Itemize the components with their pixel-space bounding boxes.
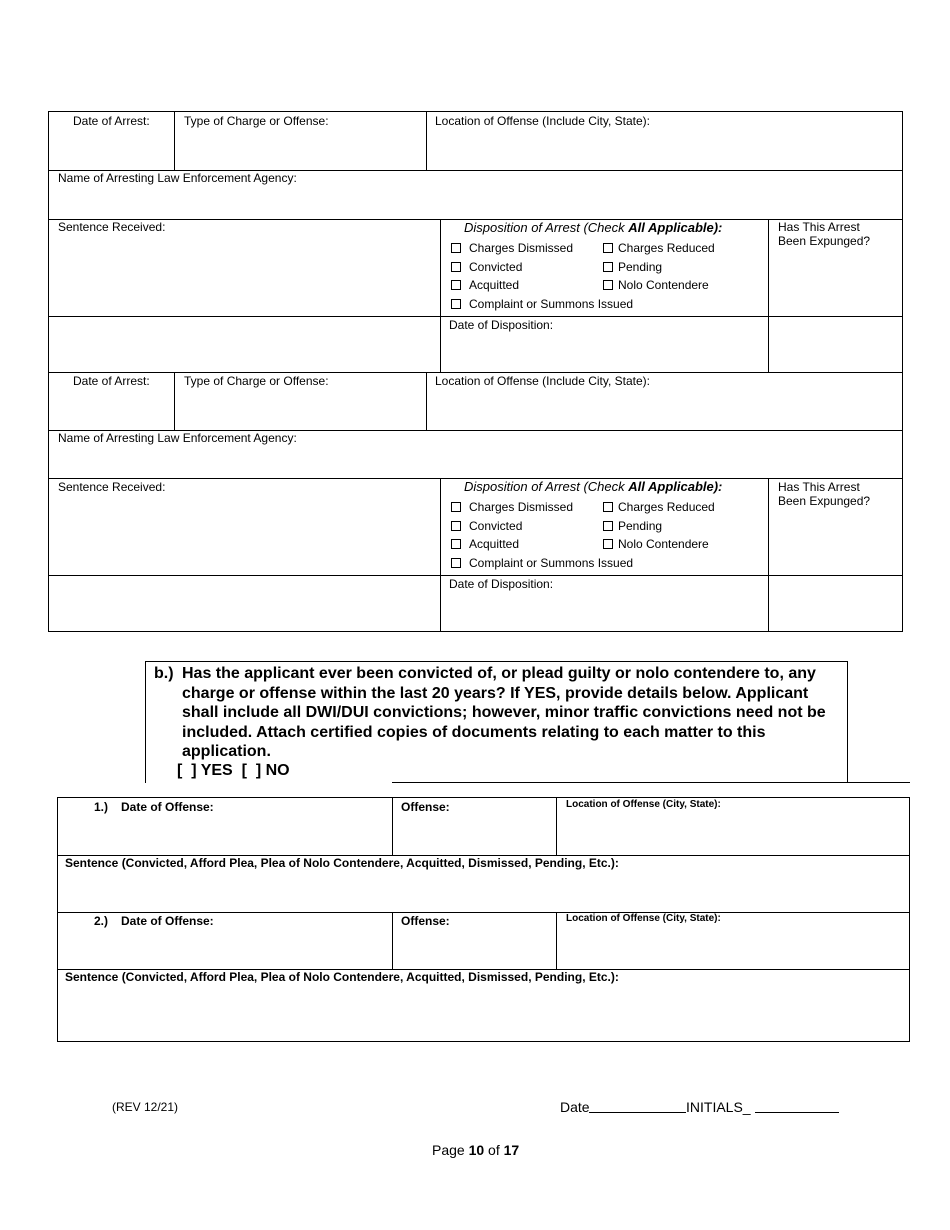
charges-reduced-checkbox[interactable]: Charges Reduced bbox=[603, 500, 715, 514]
sentence-label: Sentence (Convicted, Afford Plea, Plea of Nolo Contendere, Acquitted, Dismissed, Pending, Etc.): bbox=[65, 970, 619, 984]
pending-checkbox[interactable]: Pending bbox=[603, 519, 662, 533]
section-b-question: Has the applicant ever been convicted of, or plead guilty or nolo contendere to, any charge or offense within the last 20 years? If YES, provide details below. Applicant shall include all DWI/DUI convictions; however, minor traffic convictions need not be included. Attach certified copies of documents relating to each matter to this application. bbox=[182, 665, 826, 760]
pending-checkbox[interactable]: Pending bbox=[603, 260, 662, 274]
disposition-title: Disposition of Arrest (Check All Applicable): bbox=[464, 220, 723, 235]
charges-dismissed-checkbox[interactable]: Charges Dismissed bbox=[451, 241, 573, 255]
acquitted-checkbox[interactable]: Acquitted bbox=[451, 278, 519, 292]
acquitted-checkbox[interactable]: Acquitted bbox=[451, 537, 519, 551]
section-b-prefix: b.) bbox=[154, 665, 174, 682]
date-of-offense-label: Date of Offense: bbox=[121, 914, 214, 928]
expunged-label: Has This Arrest Been Expunged? bbox=[778, 220, 871, 248]
type-of-charge-label: Type of Charge or Offense: bbox=[184, 114, 329, 128]
nolo-contendere-checkbox[interactable]: Nolo Contendere bbox=[603, 278, 709, 292]
date-of-offense-label: Date of Offense: bbox=[121, 800, 214, 814]
agency-label: Name of Arresting Law Enforcement Agency: bbox=[58, 431, 297, 445]
charges-reduced-checkbox[interactable]: Charges Reduced bbox=[603, 241, 715, 255]
nolo-contendere-checkbox[interactable]: Nolo Contendere bbox=[603, 537, 709, 551]
complaint-checkbox[interactable]: Complaint or Summons Issued bbox=[451, 297, 633, 311]
location-of-offense-label: Location of Offense (Include City, State): bbox=[435, 114, 651, 128]
offense-1-number: 1.) bbox=[94, 800, 109, 814]
offense-label: Offense: bbox=[401, 914, 450, 928]
expunged-label: Has This Arrest Been Expunged? bbox=[778, 480, 871, 508]
sentence-label: Sentence (Convicted, Afford Plea, Plea of Nolo Contendere, Acquitted, Dismissed, Pending, Etc.): bbox=[65, 856, 619, 870]
location-of-offense-label: Location of Offense (Include City, State): bbox=[435, 374, 651, 388]
disposition-title: Disposition of Arrest (Check All Applicable): bbox=[464, 479, 723, 494]
date-of-disposition-label: Date of Disposition: bbox=[449, 577, 554, 591]
initials-label: INITIALS_ bbox=[686, 1099, 751, 1115]
sentence-received-label: Sentence Received: bbox=[58, 480, 166, 494]
location-label: Location of Offense (City, State): bbox=[566, 913, 721, 924]
complaint-checkbox[interactable]: Complaint or Summons Issued bbox=[451, 556, 633, 570]
date-input-line[interactable] bbox=[589, 1112, 686, 1113]
location-label: Location of Offense (City, State): bbox=[566, 799, 721, 810]
date-label: Date bbox=[560, 1099, 590, 1115]
agency-label: Name of Arresting Law Enforcement Agency: bbox=[58, 171, 297, 185]
date-of-arrest-label: Date of Arrest: bbox=[73, 374, 150, 388]
revision-label: (REV 12/21) bbox=[112, 1100, 179, 1114]
type-of-charge-label: Type of Charge or Offense: bbox=[184, 374, 329, 388]
page-number: Page 10 of 17 bbox=[432, 1142, 520, 1158]
date-of-disposition-label: Date of Disposition: bbox=[449, 318, 554, 332]
initials-input-line[interactable] bbox=[755, 1112, 839, 1113]
charges-dismissed-checkbox[interactable]: Charges Dismissed bbox=[451, 500, 573, 514]
convicted-checkbox[interactable]: Convicted bbox=[451, 519, 522, 533]
offense-label: Offense: bbox=[401, 800, 450, 814]
date-of-arrest-label: Date of Arrest: bbox=[73, 114, 150, 128]
sentence-received-label: Sentence Received: bbox=[58, 220, 166, 234]
offense-2-number: 2.) bbox=[94, 914, 109, 928]
convicted-checkbox[interactable]: Convicted bbox=[451, 260, 522, 274]
yes-no-options[interactable]: [ ] YES [ ] NO bbox=[177, 762, 290, 779]
